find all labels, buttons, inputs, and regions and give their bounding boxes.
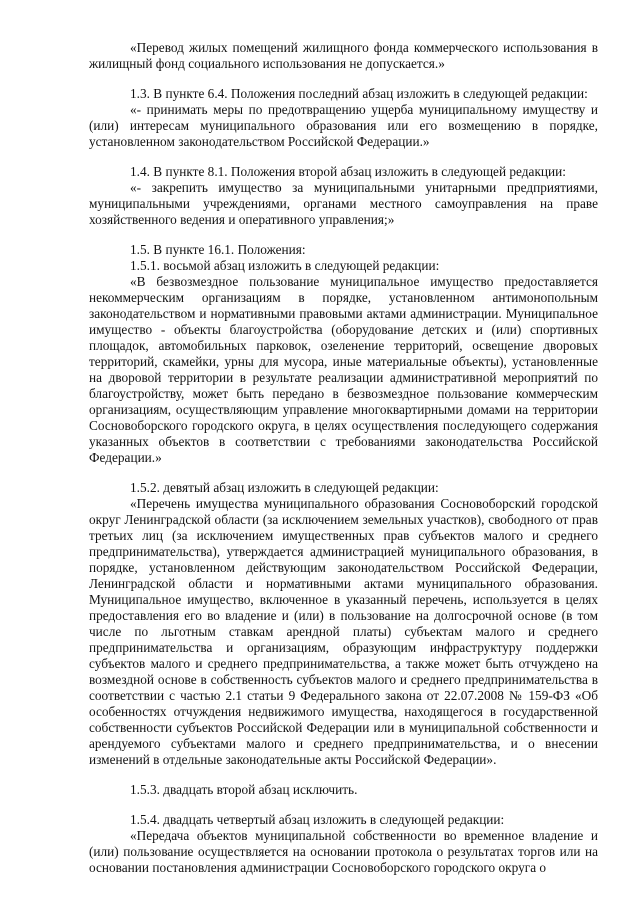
paragraph-block-1-3 [89, 86, 598, 150]
body-paragraph: «Перевод жилых помещений жилищного фонда коммерческого использования в жилищный фонд социального использования не допускается.» [89, 40, 598, 71]
paragraph-block-1-4 [89, 164, 598, 228]
clause-heading: 1.4. В пункте 8.1. Положения второй абзац изложить в следующей редакции: [130, 164, 566, 179]
body-paragraph: «Перечень имущества муниципального образования Сосновоборский городской округ Ленинградской области (за исключением земельных участков), свободного от прав третьих лиц (за исключением имущественных прав субъектов малого и среднего предпринимательства), утверждается администрацией муниципального образования, в порядке, установленном действующим законодательством Российской Федерации, Ленинградской области и нормативными актами муниципального образования. Муниципальное имущество, включенное в указанный перечень, используется в целях предоставления его во владение и (или) в пользование на долгосрочной основе (в том числе по льготным ставкам арендной платы) субъектам малого и среднего предпринимательства и организациям, образующим инфраструктуру поддержки субъектов малого и среднего предпринимательства, а также может быть отчуждено на возмездной основе в собственность субъектов малого и среднего предпринимательства в соответствии с частью 2.1 статьи 9 Федерального закона от 22.07.2008 № 159-ФЗ «Об особенностях отчуждения недвижимого имущества, находящегося в государственной собственности субъектов Российской Федерации или в муниципальной собственности и арендуемого субъектами малого и среднего предпринимательства, и о внесении изменений в отдельные законодательные акты Российской Федерации». [89, 496, 598, 767]
body-paragraph: «- принимать меры по предотвращению ущерба муниципальному имуществу и (или) интересам муниципального образования или его возмещению в порядке, установленном законодательством Российской Федерации.» [89, 102, 598, 149]
body-paragraph: «Передача объектов муниципальной собственности во временное владение и (или) пользование осуществляется на основании протокола о результатах торгов или на основании постановления администрации Сосновоборского городского округа о [89, 828, 598, 875]
paragraph-block-1 [89, 40, 598, 72]
paragraph-block-1-5-1 [89, 242, 598, 466]
clause-subheading: 1.5.4. двадцать четвертый абзац изложить в следующей редакции: [130, 812, 505, 827]
paragraph-block-1-5-2 [89, 480, 598, 768]
clause-subheading: 1.5.3. двадцать второй абзац исключить. [130, 782, 358, 797]
body-paragraph: «- закрепить имущество за муниципальными унитарными предприятиями, муниципальными учреждениями, органами местного самоуправления на праве хозяйственного ведения и оперативного управления;» [89, 180, 598, 227]
clause-subheading: 1.5.1. восьмой абзац изложить в следующей редакции: [130, 258, 440, 273]
clause-heading: 1.3. В пункте 6.4. Положения последний абзац изложить в следующей редакции: [130, 86, 588, 101]
clause-heading: 1.5. В пункте 16.1. Положения: [130, 242, 306, 257]
paragraph-block-1-5-3 [89, 782, 598, 798]
body-paragraph: «В безвозмездное пользование муниципальное имущество предоставляется некоммерческим организациям в порядке, установленном антимонопольным законодательством и нормативными правовыми актами администрации. Муниципальное имущество - объекты благоустройства (оборудование детских и (или) спортивных площадок, автомобильных парковок, озеленение территорий, освещение дворовых территорий, скамейки, урны для мусора, иные материальные объекты), установленные на дворовой территории в результате реализации административной мероприятий по благоустройству, может быть передано в безвозмездное пользование коммерческим организациям, осуществляющим управление многоквартирными домами на территории Сосновоборского городского округа, в целях осуществления последующего содержания указанных объектов в соответствии с требованиями законодательства Российской Федерации.» [89, 274, 598, 465]
paragraph-block-1-5-4 [89, 812, 598, 876]
clause-subheading: 1.5.2. девятый абзац изложить в следующей редакции: [130, 480, 439, 495]
